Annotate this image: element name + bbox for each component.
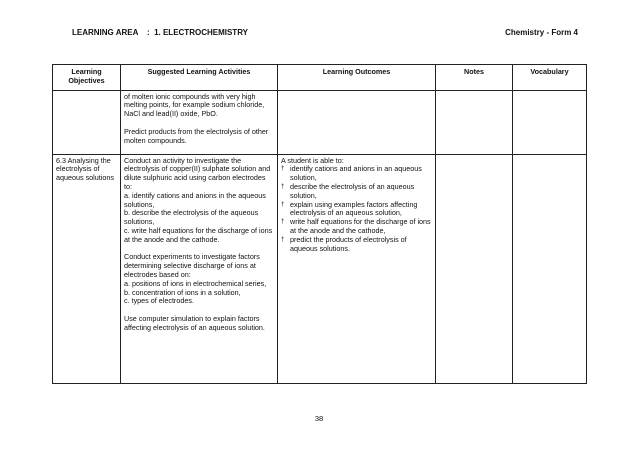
list-item: † predict the products of electrolysis of aqueous solutions. [281, 236, 432, 254]
activity-text: Conduct an activity to investigate the electrolysis of copper(II) sulphate solution and dilute sulphuric acid using carbon electrodes to: [124, 155, 271, 191]
activity-text: Conduct experiments to investigate factors determining selective discharge of ions at electrodes based on: [124, 252, 260, 279]
learning-area-heading: LEARNING AREA : 1. ELECTROCHEMISTRY [72, 28, 249, 37]
outcome-intro: A student is able to: [281, 155, 344, 165]
subject-heading: Chemistry - Form 4 [505, 28, 578, 37]
list-item: † identify cations and anions in an aqueous solution, [281, 165, 432, 183]
activity-text: Use computer simulation to explain factors affecting electrolysis of an aqueous solution. [124, 313, 265, 332]
list-item: b. describe the electrolysis of the aqueous solutions, [124, 208, 259, 227]
activity-text: Predict products from the electrolysis of other molten compounds. [124, 126, 269, 145]
list-item: † write half equations for the discharge of ions at the anode and the cathode, [281, 218, 432, 236]
column-header-notes: Notes [436, 65, 513, 91]
vocabulary-cell [513, 154, 587, 383]
list-item: b. concentration of ions in a solution, [124, 287, 241, 297]
vocabulary-cell [513, 90, 587, 154]
objective-cell [53, 154, 121, 383]
table-row [53, 154, 587, 383]
list-item: c. write half equations for the discharge of ions at the anode and the cathode. [124, 225, 273, 244]
list-item: a. identify cations and anions in the aqueous solutions, [124, 190, 266, 209]
list-item: c. types of electrodes. [124, 296, 194, 306]
activities-cell [121, 90, 278, 154]
notes-cell [436, 90, 513, 154]
list-item: a. positions of ions in electrochemical series, [124, 278, 267, 288]
column-header-activities: Suggested Learning Activities [121, 65, 278, 91]
objective-text: 6.3 Analysing the electrolysis of aqueous solutions [56, 155, 114, 183]
list-item: † describe the electrolysis of an aqueous solution, [281, 183, 432, 201]
table-row [53, 90, 587, 154]
notes-cell [436, 154, 513, 383]
column-header-outcomes: Learning Outcomes [278, 65, 436, 91]
column-header-vocabulary: Vocabulary [513, 65, 587, 91]
activity-text: of molten ionic compounds with very high melting points, for example sodium chloride, NaCl and lead(II) oxide, PbO. [124, 91, 265, 119]
column-header-objectives: Learning Objectives [53, 65, 121, 91]
table-header-row [53, 65, 587, 91]
activities-cell [121, 154, 278, 383]
objective-cell [53, 90, 121, 154]
outcomes-cell [278, 154, 436, 383]
outcomes-cell [278, 90, 436, 154]
page-number: 38 [314, 414, 324, 423]
list-item: † explain using examples factors affecting electrolysis of an aqueous solution, [281, 201, 432, 219]
syllabus-table [52, 64, 587, 384]
